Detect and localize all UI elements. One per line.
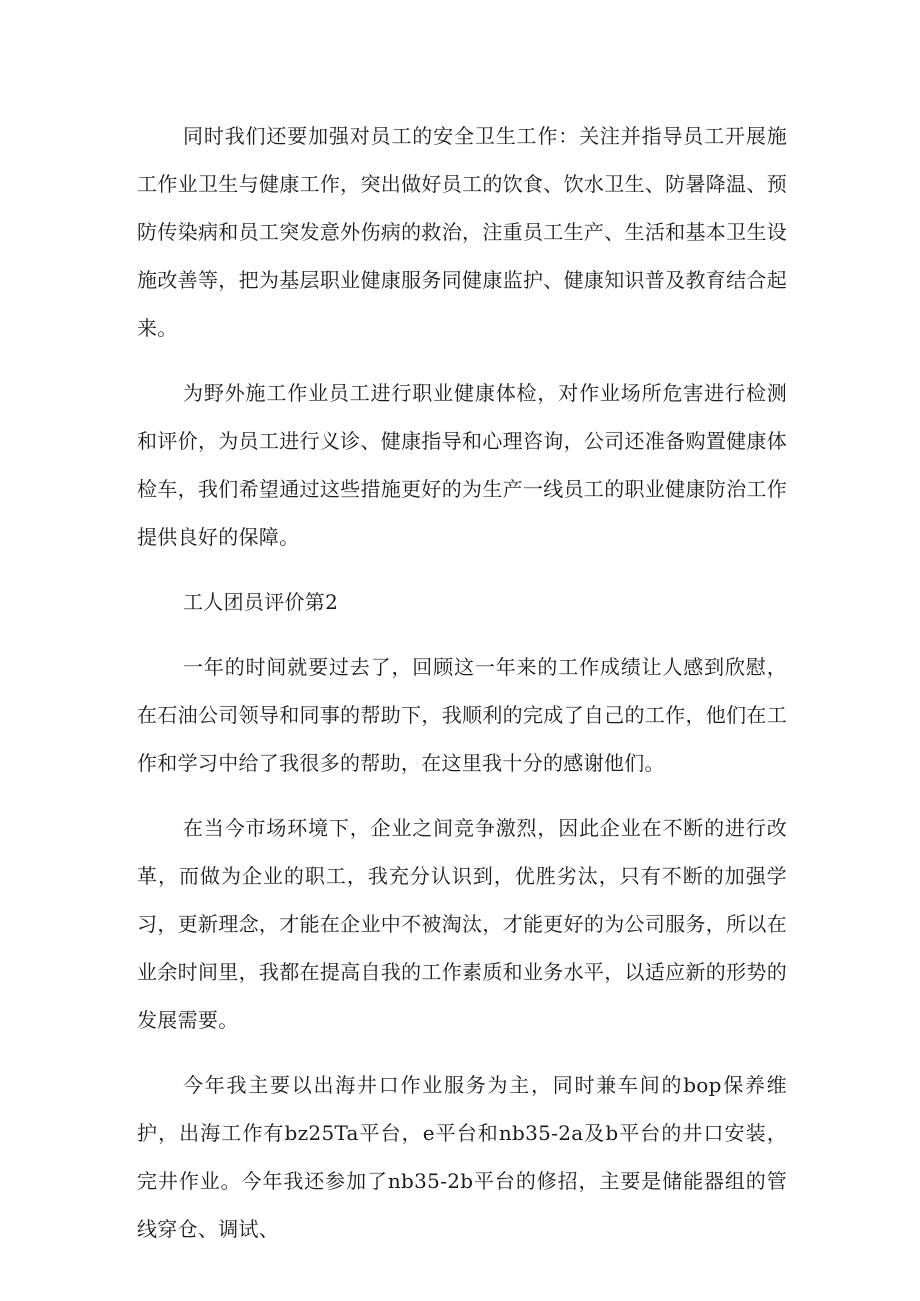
- paragraph-year-review: 一年的时间就要过去了，回顾这一年来的工作成绩让人感到欣慰，在石油公司领导和同事的帮助下，我顺利的完成了自己的工作，他们在工作和学习中给了我很多的帮助，在这里我十分的感谢他们。: [137, 655, 787, 775]
- paragraph-health-checkup: 为野外施工作业员工进行职业健康体检，对作业场所危害进行检测和评价，为员工进行义诊、健康指导和心理咨询，公司还准备购置健康体检车，我们希望通过这些措施更好的为生产一线员工的职业健康防治工作提供良好的保障。: [137, 381, 787, 549]
- document-body: [137, 112, 787, 1270]
- paragraph-market-environment: 在当今市场环境下，企业之间竞争激烈，因此企业在不断的进行改革，而做为企业的职工，我充分认识到，优胜劣汰，只有不断的加强学习，更新理念，才能在企业中不被淘汰，才能更好的为公司服务，所以在业余时间里，我都在提高自我的工作素质和业务水平，以适应新的形势的发展需要。: [137, 816, 787, 1032]
- paragraph-offshore-work: 今年我主要以出海井口作业服务为主，同时兼车间的bop保养维护，出海工作有bz25Ta平台，e平台和nb35-2a及b平台的井口安装，完井作业。今年我还参加了nb35-2b平台的修招，主要是储能器组的管线穿仓、调试、: [137, 1073, 787, 1241]
- paragraph-safety-hygiene: 同时我们还要加强对员工的安全卫生工作：关注并指导员工开展施工作业卫生与健康工作，突出做好员工的饮食、饮水卫生、防暑降温、预防传染病和员工突发意外伤病的救治，注重员工生产、生活和基本卫生设施改善等，把为基层职业健康服务同健康监护、健康知识普及教育结合起来。: [137, 124, 787, 340]
- section-heading: 工人团员评价第2: [183, 590, 339, 614]
